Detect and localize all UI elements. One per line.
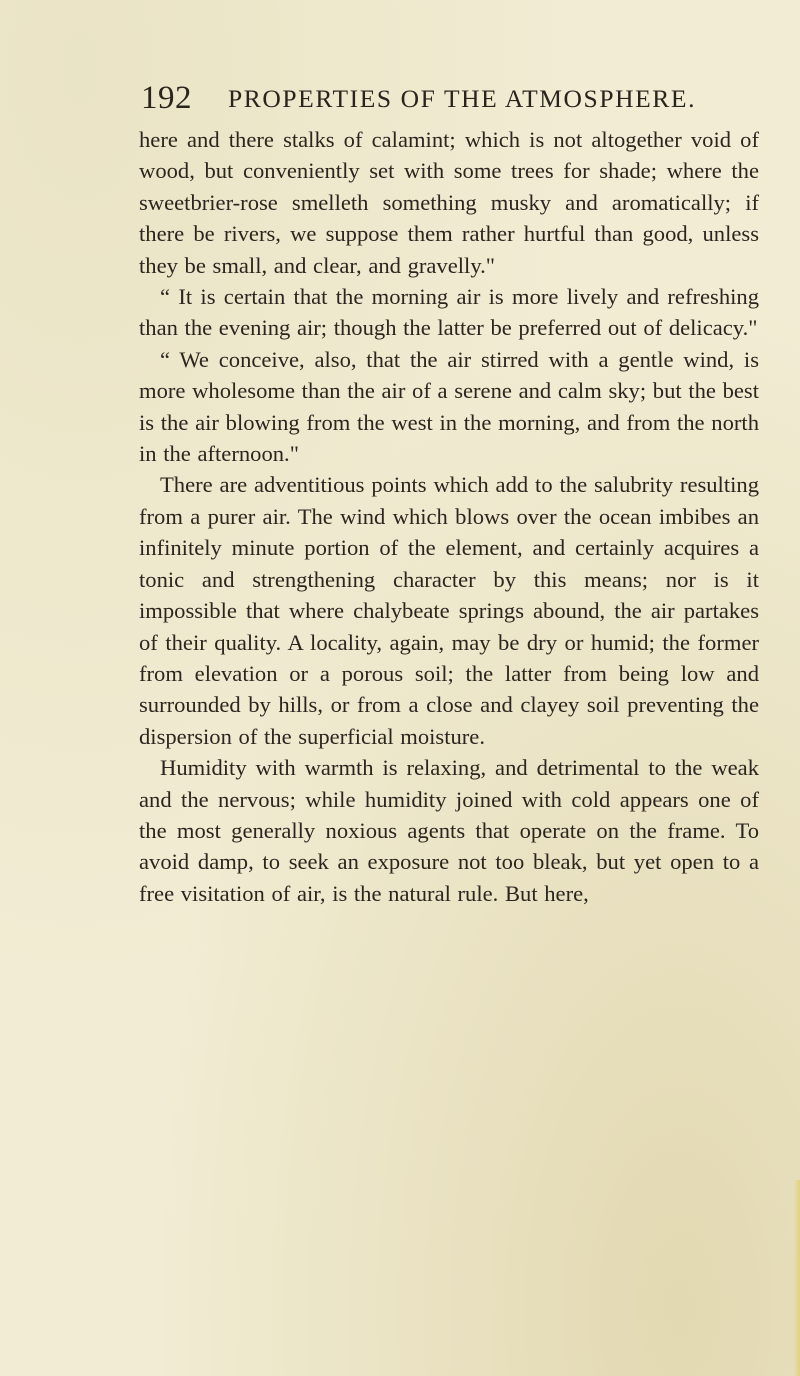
body-text — [139, 124, 759, 909]
paragraph-adventitious-points: There are adventitious points which add to the salubrity resulting from a purer air. The wind which blows over the ocean imbibes an infinitely minute portion of the element, and certainly acquires a tonic and strengthening character by this means; nor is it impossible that where chalybeate springs abound, the air partakes of their quality. A locality, again, may be dry or humid; the former from elevation or a porous soil; the latter from being low and surrounded by hills, or from a close and clayey soil preventing the dispersion of the superficial moisture. — [139, 472, 759, 749]
paragraph-humidity: Humidity with warmth is relaxing, and detrimental to the weak and the nervous; while humidity joined with cold appears one of the most generally noxious agents that operate on the frame. To avoid damp, to seek an exposure not too bleak, but yet open to a free visitation of air, is the natural rule. But here, — [139, 755, 759, 906]
paragraph-continuation: here and there stalks of calamint; which is not altogether void of wood, but conveniently set with some trees for shade; where the sweetbrier-rose smelleth something musky and aromatically; if there be rivers, we suppose them rather hurtful than good, unless they be small, and clear, and gravelly." — [139, 127, 759, 278]
page-edge-shadow — [794, 1180, 800, 1376]
running-head — [141, 78, 741, 118]
running-title: PROPERTIES OF THE ATMOSPHERE. — [228, 84, 697, 113]
page-number: 192 — [141, 80, 192, 116]
paragraph-morning-air: “ It is certain that the morning air is more lively and refreshing than the evening air; though the latter be preferred out of delicacy." — [139, 284, 759, 341]
paragraph-gentle-wind: “ We conceive, also, that the air stirred with a gentle wind, is more wholesome than the air of a serene and calm sky; but the best is the air blowing from the west in the morning, and from the north in the afternoon." — [139, 346, 759, 467]
